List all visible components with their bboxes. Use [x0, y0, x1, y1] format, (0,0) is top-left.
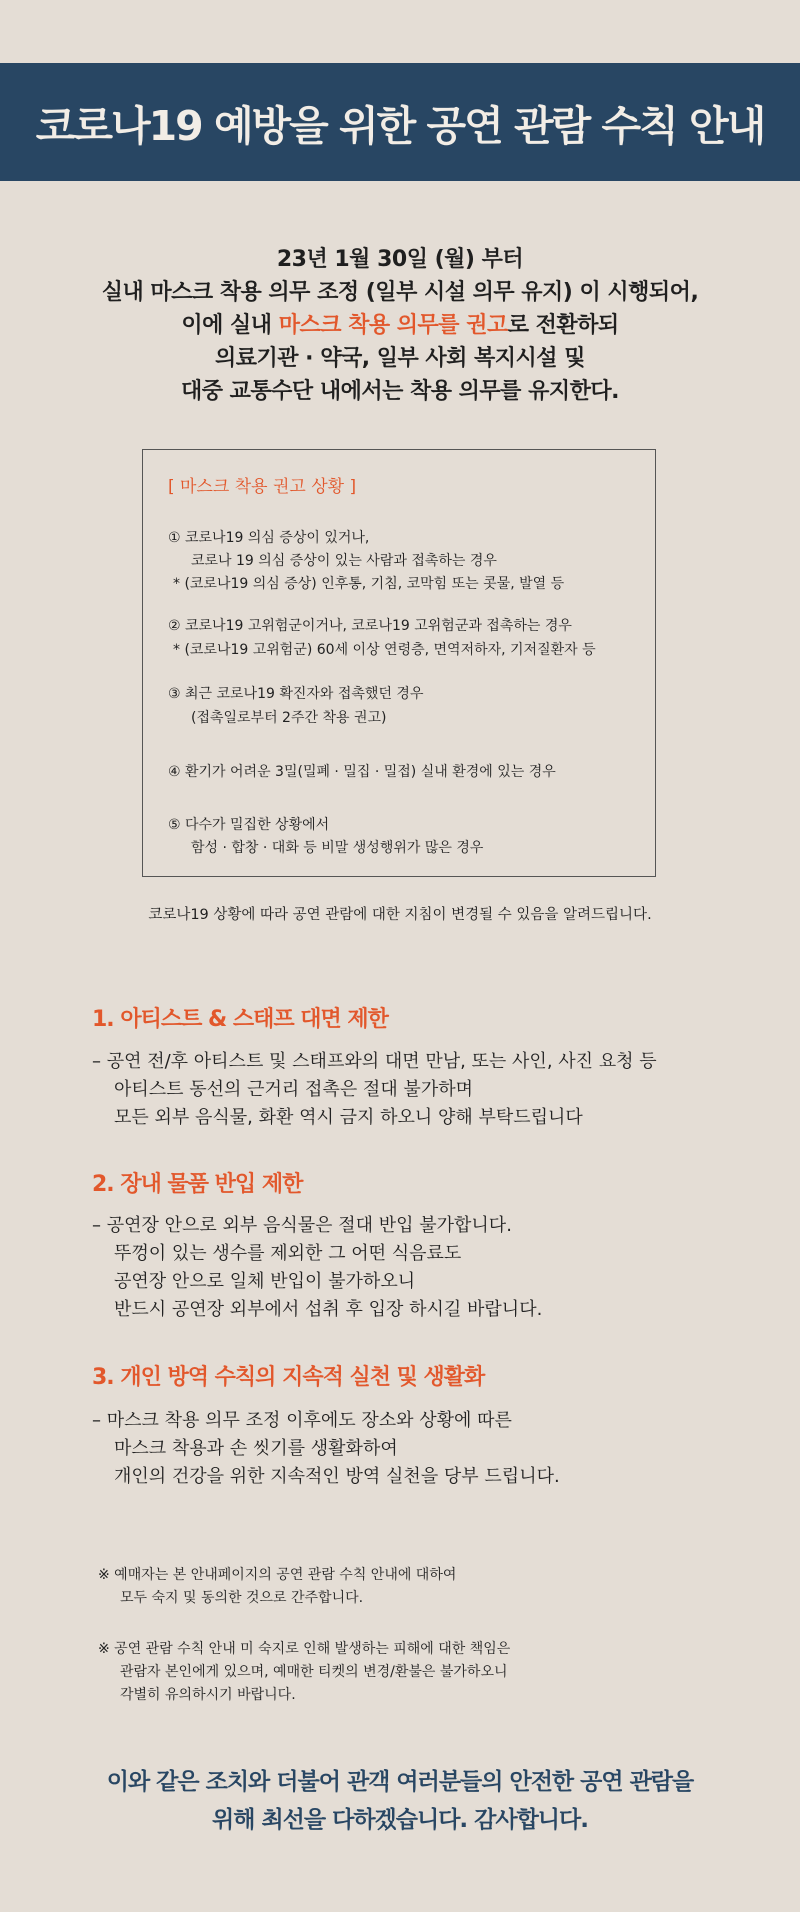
- box-title: [ 마스크 착용 권고 상황 ]: [168, 477, 357, 497]
- fine-print-line: 각별히 유의하시기 바랍니다.: [120, 1687, 296, 1703]
- fine-print-line: ※ 예매자는 본 안내페이지의 공연 관람 수칙 안내에 대하여: [98, 1567, 457, 1583]
- closing-line: 위해 최선을 다하겠습니다. 감사합니다.: [212, 1807, 588, 1833]
- section-body: [92, 1407, 560, 1491]
- section-line: – 공연 전/후 아티스트 및 스태프와의 대면 만남, 또는 사인, 사진 요청 등: [92, 1051, 657, 1072]
- header-banner: [0, 63, 800, 181]
- section-line: – 마스크 착용 의무 조정 이후에도 장소와 상황에 따른: [92, 1410, 512, 1431]
- box-line: ① 코로나19 의심 증상이 있거나,: [168, 530, 370, 546]
- section-line: 반드시 공연장 외부에서 섭취 후 입장 하시길 바랍니다.: [114, 1299, 543, 1320]
- closing-message: [0, 1763, 800, 1839]
- section-body: [92, 1212, 542, 1324]
- intro-highlight: 마스크 착용 의무를 권고: [278, 313, 508, 338]
- section-line: 뚜껑이 있는 생수를 제외한 그 어떤 식음료도: [114, 1243, 462, 1264]
- section-line: 모든 외부 음식물, 화환 역시 금지 하오니 양해 부탁드립니다: [114, 1107, 583, 1128]
- fine-print: [98, 1564, 456, 1610]
- section-heading: 3. 개인 방역 수칙의 지속적 실천 및 생활화: [92, 1365, 485, 1390]
- fine-print-line: ※ 공연 관람 수칙 안내 미 숙지로 인해 발생하는 피해에 대한 책임은: [98, 1641, 511, 1657]
- fine-print-line: 모두 숙지 및 동의한 것으로 간주합니다.: [120, 1590, 364, 1606]
- section-heading: 2. 장내 물품 반입 제한: [92, 1172, 303, 1197]
- box-line: * (코로나19 고위험군) 60세 이상 연령층, 면역저하자, 기저질환자 등: [173, 642, 596, 658]
- mask-recommendation-box: [142, 449, 656, 877]
- section-line: – 공연장 안으로 외부 음식물은 절대 반입 불가합니다.: [92, 1215, 512, 1236]
- box-line: ⑤ 다수가 밀집한 상황에서: [168, 817, 330, 833]
- intro-line: 실내 마스크 착용 의무 조정 (일부 시설 의무 유지) 이 시행되어,: [101, 280, 699, 305]
- box-line: 코로나 19 의심 증상이 있는 사람과 접촉하는 경우: [191, 553, 497, 569]
- section-heading: 1. 아티스트 & 스태프 대면 제한: [92, 1007, 388, 1032]
- intro-line: [0, 309, 800, 342]
- fine-print-line: 관람자 본인에게 있으며, 예매한 티켓의 변경/환불은 불가하오니: [120, 1664, 508, 1680]
- box-line: ② 코로나19 고위험군이거나, 코로나19 고위험군과 접촉하는 경우: [168, 618, 572, 634]
- fine-print: [98, 1638, 510, 1707]
- box-line: ③ 최근 코로나19 확진자와 접촉했던 경우: [168, 686, 424, 702]
- intro-line: 대중 교통수단 내에서는 착용 의무를 유지한다.: [181, 379, 619, 404]
- section-line: 아티스트 동선의 근거리 접촉은 절대 불가하며: [114, 1079, 473, 1100]
- page-title: 코로나19 예방을 위한 공연 관람 수칙 안내: [35, 101, 765, 150]
- intro-text: [0, 243, 800, 408]
- intro-line: 의료기관 · 약국, 일부 사회 복지시설 및: [215, 346, 585, 371]
- section-line: 마스크 착용과 손 씻기를 생활화하여: [114, 1438, 398, 1459]
- box-line: ④ 환기가 어려운 3밀(밀폐 · 밀집 · 밀접) 실내 환경에 있는 경우: [168, 764, 556, 780]
- section-line: 공연장 안으로 일체 반입이 불가하오니: [114, 1271, 416, 1292]
- intro-text-segment: 로 전환하되: [507, 313, 619, 338]
- box-line: * (코로나19 의심 증상) 인후통, 기침, 코막힘 또는 콧물, 발열 등: [173, 576, 565, 592]
- box-line: (접촉일로부터 2주간 착용 권고): [191, 710, 387, 726]
- intro-text-segment: 이에 실내: [181, 313, 279, 338]
- guideline-change-notice: 코로나19 상황에 따라 공연 관람에 대한 지침이 변경될 수 있음을 알려드립니다.: [148, 907, 652, 923]
- section-body: [92, 1048, 657, 1132]
- section-line: 개인의 건강을 위한 지속적인 방역 실천을 당부 드립니다.: [114, 1466, 560, 1487]
- closing-line: 이와 같은 조치와 더불어 관객 여러분들의 안전한 공연 관람을: [106, 1769, 694, 1795]
- intro-line: 23년 1월 30일 (월) 부터: [276, 247, 524, 272]
- box-line: 함성 · 합창 · 대화 등 비말 생성행위가 많은 경우: [191, 840, 484, 856]
